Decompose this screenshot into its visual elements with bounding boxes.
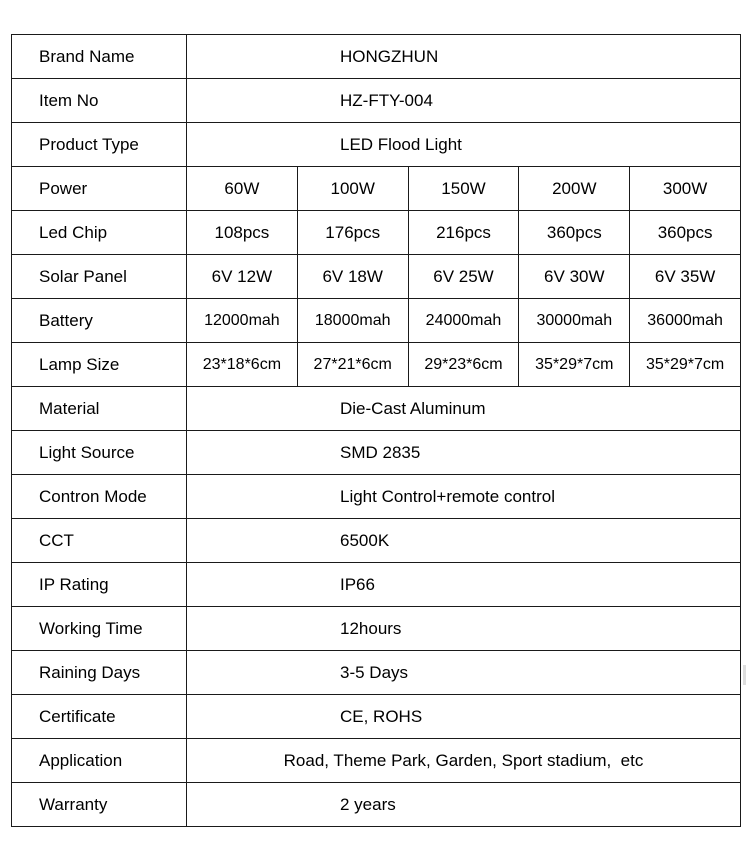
solar-panel-60w: 6V 12W <box>187 255 298 299</box>
row-warranty <box>12 783 741 827</box>
row-lamp-size <box>12 343 741 387</box>
label-power: Power <box>12 167 187 211</box>
label-led-chip: Led Chip <box>12 211 187 255</box>
row-item-no <box>12 79 741 123</box>
power-60w: 60W <box>187 167 298 211</box>
value-raining-days: 3-5 Days <box>187 651 741 695</box>
label-ip-rating: IP Rating <box>12 563 187 607</box>
led-chip-60w: 108pcs <box>187 211 298 255</box>
battery-100w: 18000mah <box>297 299 408 343</box>
value-ip-rating: IP66 <box>187 563 741 607</box>
battery-150w: 24000mah <box>408 299 519 343</box>
row-working-time <box>12 607 741 651</box>
label-brand-name: Brand Name <box>12 35 187 79</box>
label-item-no: Item No <box>12 79 187 123</box>
row-application <box>12 739 741 783</box>
power-100w: 100W <box>297 167 408 211</box>
label-raining-days: Raining Days <box>12 651 187 695</box>
power-150w: 150W <box>408 167 519 211</box>
label-working-time: Working Time <box>12 607 187 651</box>
label-solar-panel: Solar Panel <box>12 255 187 299</box>
row-light-source <box>12 431 741 475</box>
label-material: Material <box>12 387 187 431</box>
row-material <box>12 387 741 431</box>
label-cct: CCT <box>12 519 187 563</box>
lamp-size-150w: 29*23*6cm <box>408 343 519 387</box>
row-brand-name <box>12 35 741 79</box>
row-ip-rating <box>12 563 741 607</box>
power-200w: 200W <box>519 167 630 211</box>
value-material: Die-Cast Aluminum <box>187 387 741 431</box>
label-product-type: Product Type <box>12 123 187 167</box>
label-contron-mode: Contron Mode <box>12 475 187 519</box>
value-certificate: CE, ROHS <box>187 695 741 739</box>
label-lamp-size: Lamp Size <box>12 343 187 387</box>
row-battery <box>12 299 741 343</box>
battery-60w: 12000mah <box>187 299 298 343</box>
row-product-type <box>12 123 741 167</box>
battery-300w: 36000mah <box>630 299 741 343</box>
row-cct <box>12 519 741 563</box>
value-light-source: SMD 2835 <box>187 431 741 475</box>
solar-panel-150w: 6V 25W <box>408 255 519 299</box>
lamp-size-200w: 35*29*7cm <box>519 343 630 387</box>
led-chip-200w: 360pcs <box>519 211 630 255</box>
value-brand-name: HONGZHUN <box>187 35 741 79</box>
lamp-size-300w: 35*29*7cm <box>630 343 741 387</box>
battery-200w: 30000mah <box>519 299 630 343</box>
value-item-no: HZ-FTY-004 <box>187 79 741 123</box>
solar-panel-100w: 6V 18W <box>297 255 408 299</box>
value-working-time: 12hours <box>187 607 741 651</box>
label-light-source: Light Source <box>12 431 187 475</box>
row-contron-mode <box>12 475 741 519</box>
row-raining-days <box>12 651 741 695</box>
lamp-size-100w: 27*21*6cm <box>297 343 408 387</box>
label-battery: Battery <box>12 299 187 343</box>
solar-panel-300w: 6V 35W <box>630 255 741 299</box>
lamp-size-60w: 23*18*6cm <box>187 343 298 387</box>
label-warranty: Warranty <box>12 783 187 827</box>
value-contron-mode: Light Control+remote control <box>187 475 741 519</box>
value-cct: 6500K <box>187 519 741 563</box>
page-edge-mark <box>743 665 746 685</box>
value-product-type: LED Flood Light <box>187 123 741 167</box>
power-300w: 300W <box>630 167 741 211</box>
solar-panel-200w: 6V 30W <box>519 255 630 299</box>
led-chip-150w: 216pcs <box>408 211 519 255</box>
value-application: Road, Theme Park, Garden, Sport stadium, etc <box>187 739 741 783</box>
row-power <box>12 167 741 211</box>
label-application: Application <box>12 739 187 783</box>
row-led-chip <box>12 211 741 255</box>
led-chip-100w: 176pcs <box>297 211 408 255</box>
row-certificate <box>12 695 741 739</box>
led-chip-300w: 360pcs <box>630 211 741 255</box>
spec-table <box>11 34 741 827</box>
label-certificate: Certificate <box>12 695 187 739</box>
value-warranty: 2 years <box>187 783 741 827</box>
row-solar-panel <box>12 255 741 299</box>
